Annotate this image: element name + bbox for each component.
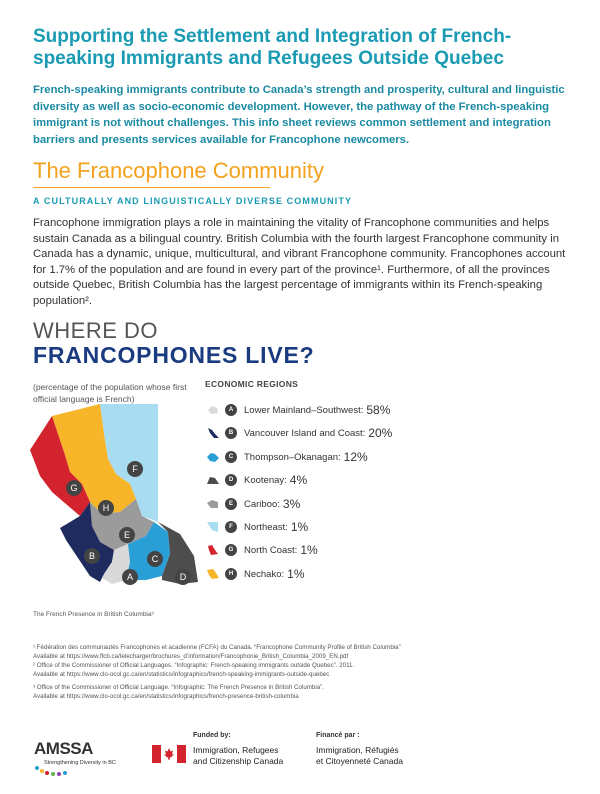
region-name: Lower Mainland–Southwest: — [244, 404, 364, 416]
region-name: Kootenay: — [244, 474, 287, 486]
section-title: The Francophone Community — [33, 158, 325, 183]
bc-regions-map — [30, 404, 200, 594]
legend-row — [205, 518, 308, 536]
region-value: 20% — [368, 426, 393, 440]
region-swatch-icon — [205, 473, 221, 487]
region-letter-badge: C — [225, 451, 237, 463]
region-letter-badge: B — [225, 427, 237, 439]
region-letter-badge: A — [225, 404, 237, 416]
region-letter-badge: D — [225, 474, 237, 486]
legend-row — [205, 565, 304, 583]
footnote-citation: ³ Office of the Commissioner of Official Language. “Infographic: The French Presence in British Columbia”. — [33, 684, 324, 691]
region-name: Northeast: — [244, 521, 288, 533]
svg-text:D: D — [179, 572, 187, 582]
infographic-heading-line1: WHERE DO — [33, 318, 158, 343]
region-name: Cariboo: — [244, 498, 280, 510]
region-name: Vancouver Island and Coast: — [244, 427, 366, 439]
legend-row — [205, 448, 368, 466]
map-note: (percentage of the population whose first official language is French) — [33, 382, 187, 404]
legend-row — [205, 424, 392, 442]
region-value: 12% — [343, 450, 368, 464]
region-swatch-icon — [205, 450, 221, 464]
region-letter-badge: E — [225, 498, 237, 510]
footnote-url: Available at https://www.ffcb.ca/telecharger/brochures_d’information/Francophonie_British_Columbia_2009_EN.pdf — [33, 652, 349, 660]
infographic-heading-line2: FRANCOPHONES LIVE? — [33, 342, 315, 368]
svg-text:B: B — [88, 551, 96, 561]
footnote-url: Available at https://www.clo-ocol.gc.ca/en/statistics/infographics/french-presence-british-columbia — [33, 692, 299, 700]
svg-text:F: F — [132, 464, 138, 474]
section-subhead: A CULTURALLY AND LINGUISTICALLY DIVERSE COMMUNITY — [33, 196, 353, 206]
ircc-fr-line2: et Citoyenneté Canada — [316, 756, 403, 766]
region-value: 1% — [287, 567, 305, 581]
intro-paragraph: French-speaking immigrants contribute to Canada’s strength and prosperity, cultural and linguistic diversity as well as socio-economic development. However, the pathway of the French-speaking immigrant is not without challenges. This info sheet reviews common settlement and integration barriers and presents services available for Francophone newcomers. — [33, 84, 565, 146]
region-name: Thompson–Okanagan: — [244, 451, 341, 463]
legend-row — [205, 495, 300, 513]
region-swatch-icon — [205, 497, 221, 511]
footnote-citation: ¹ Fédération des communautés Francophones et acadienne (FCFA) du Canada. “Francophone Community Profile of British Columbia” — [33, 644, 401, 651]
canada-flag-icon — [152, 745, 186, 763]
footnote-citation: ² Office of the Commissioner of Official Languages. “Infographic: French-speaking immigrants outside Quebec”. 2011. — [33, 662, 355, 669]
footnote-2 — [33, 662, 573, 679]
svg-text:A: A — [126, 572, 134, 582]
section-divider — [33, 187, 270, 188]
legend-title: ECONOMIC REGIONS — [205, 379, 299, 389]
funded-by-label: Funded by: — [193, 732, 231, 739]
section-body: Francophone immigration plays a role in maintaining the vitality of Francophone communities and helps sustain Canada as a bilingual country. British Columbia with the fourth largest Francophone community in Canada has a dynamic, unique, multicultural, and vibrant Francophone community. Francophones account for 1.7% of the population and are found in every part of the province¹. Furthermore, of all the provinces outside Quebec, British Columbia has the largest percentage of immigrants within its French-speaking population². — [33, 217, 566, 307]
region-swatch-icon — [205, 567, 221, 581]
region-swatch-icon — [205, 426, 221, 440]
svg-text:E: E — [123, 530, 131, 540]
region-name: North Coast: — [244, 544, 298, 556]
region-swatch-icon — [205, 403, 221, 417]
region-letter-badge: G — [225, 544, 237, 556]
region-value: 1% — [290, 520, 309, 534]
svg-text:C: C — [151, 554, 159, 564]
amssa-tagline: Strengthening Diversity in BC — [44, 760, 116, 766]
footnote-1 — [33, 644, 573, 661]
ircc-en-line2: and Citizenship Canada — [193, 756, 284, 766]
finance-par-label: Financé par : — [316, 732, 360, 739]
svg-text:H: H — [102, 503, 110, 513]
region-value: 3% — [282, 497, 301, 511]
footnote-3 — [33, 684, 573, 701]
map-caption: The French Presence in British Columbia³ — [33, 611, 154, 618]
region-swatch-icon — [205, 520, 221, 534]
ircc-fr-line1: Immigration, Réfugiés — [316, 745, 399, 755]
footnote-url: Available at https://www.clo-ocol.gc.ca/en/statistics/infographics/french-speaking-immigrants-outside-quebec — [33, 670, 330, 678]
region-letter-badge: F — [225, 521, 237, 533]
svg-text:G: G — [70, 483, 78, 493]
ircc-en-line1: Immigration, Refugees — [193, 745, 279, 755]
legend-row — [205, 471, 307, 489]
ircc-name-en — [193, 745, 283, 767]
legend-row — [205, 401, 390, 419]
region-name: Nechako: — [244, 568, 285, 580]
region-swatch-icon — [205, 543, 221, 557]
ircc-name-fr — [316, 745, 403, 767]
region-value: 4% — [289, 473, 308, 487]
amssa-name: AMSSA — [34, 739, 93, 758]
region-value: 1% — [300, 543, 318, 557]
region-letter-badge: H — [225, 568, 237, 580]
legend-row — [205, 541, 318, 559]
region-value: 58% — [366, 403, 391, 417]
page-title: Supporting the Settlement and Integration of French-speaking Immigrants and Refugees Outside Quebec — [33, 26, 512, 69]
